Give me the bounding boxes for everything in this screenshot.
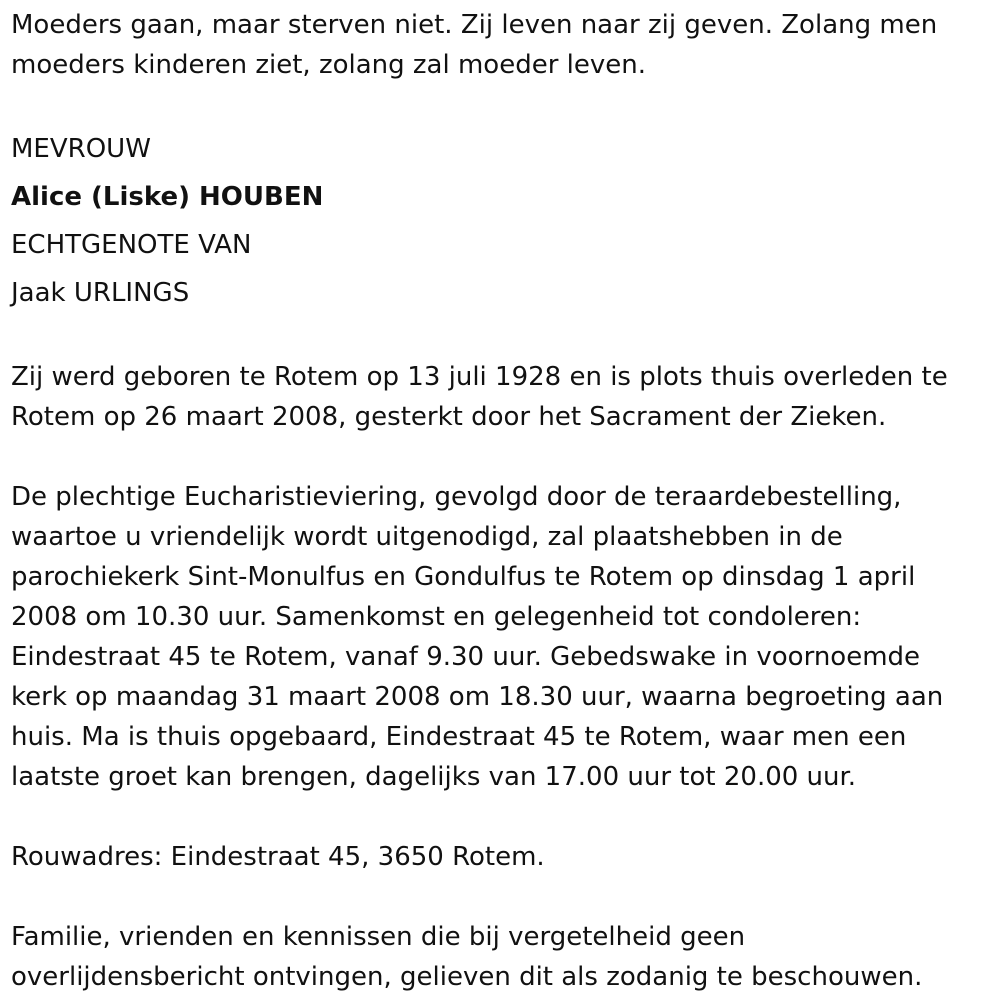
opening-quote: Moeders gaan, maar sterven niet. Zij leven naar zij geven. Zolang men moeders kinderen ziet, zolang zal moeder leven. xyxy=(11,10,938,80)
spacer xyxy=(11,797,990,837)
deceased-block xyxy=(11,125,990,317)
spouse-name: Jaak URLINGS xyxy=(11,278,190,308)
spacer xyxy=(11,437,990,477)
relation-label: ECHTGENOTE VAN xyxy=(11,230,252,260)
birth-death-paragraph: Zij werd geboren te Rotem op 13 juli 1928 en is plots thuis overleden te Rotem op 26 maart 2008, gesterkt door het Sacrament der Zieken. xyxy=(11,362,948,432)
spacer xyxy=(11,317,990,357)
ceremony-paragraph: De plechtige Eucharistieviering, gevolgd door de teraardebestelling, waartoe u vriendelijk wordt uitgenodigd, zal plaatshebben in de parochiekerk Sint-Monulfus en Gondulfus te Rotem op dinsdag 1 april 2008 om 10.30 uur. Samenkomst en gelegenheid tot condoleren: Eindestraat 45 te Rotem, vanaf 9.30 uur. Gebedswake in voornoemde kerk op maandag 31 maart 2008 om 18.30 uur, waarna begroeting aan huis. Ma is thuis opgebaard, Eindestraat 45 te Rotem, waar men een laatste groet kan brengen, dagelijks van 17.00 uur tot 20.00 uur. xyxy=(11,482,944,792)
deceased-name: Alice (Liske) HOUBEN xyxy=(11,182,324,212)
spacer xyxy=(11,85,990,125)
spacer xyxy=(11,877,990,917)
mourning-address: Rouwadres: Eindestraat 45, 3650 Rotem. xyxy=(11,842,545,872)
deceased-title: MEVROUW xyxy=(11,134,151,164)
family-note: Familie, vrienden en kennissen die bij vergetelheid geen overlijdensbericht ontvingen, gelieven dit als zodanig te beschouwen. xyxy=(11,922,923,992)
